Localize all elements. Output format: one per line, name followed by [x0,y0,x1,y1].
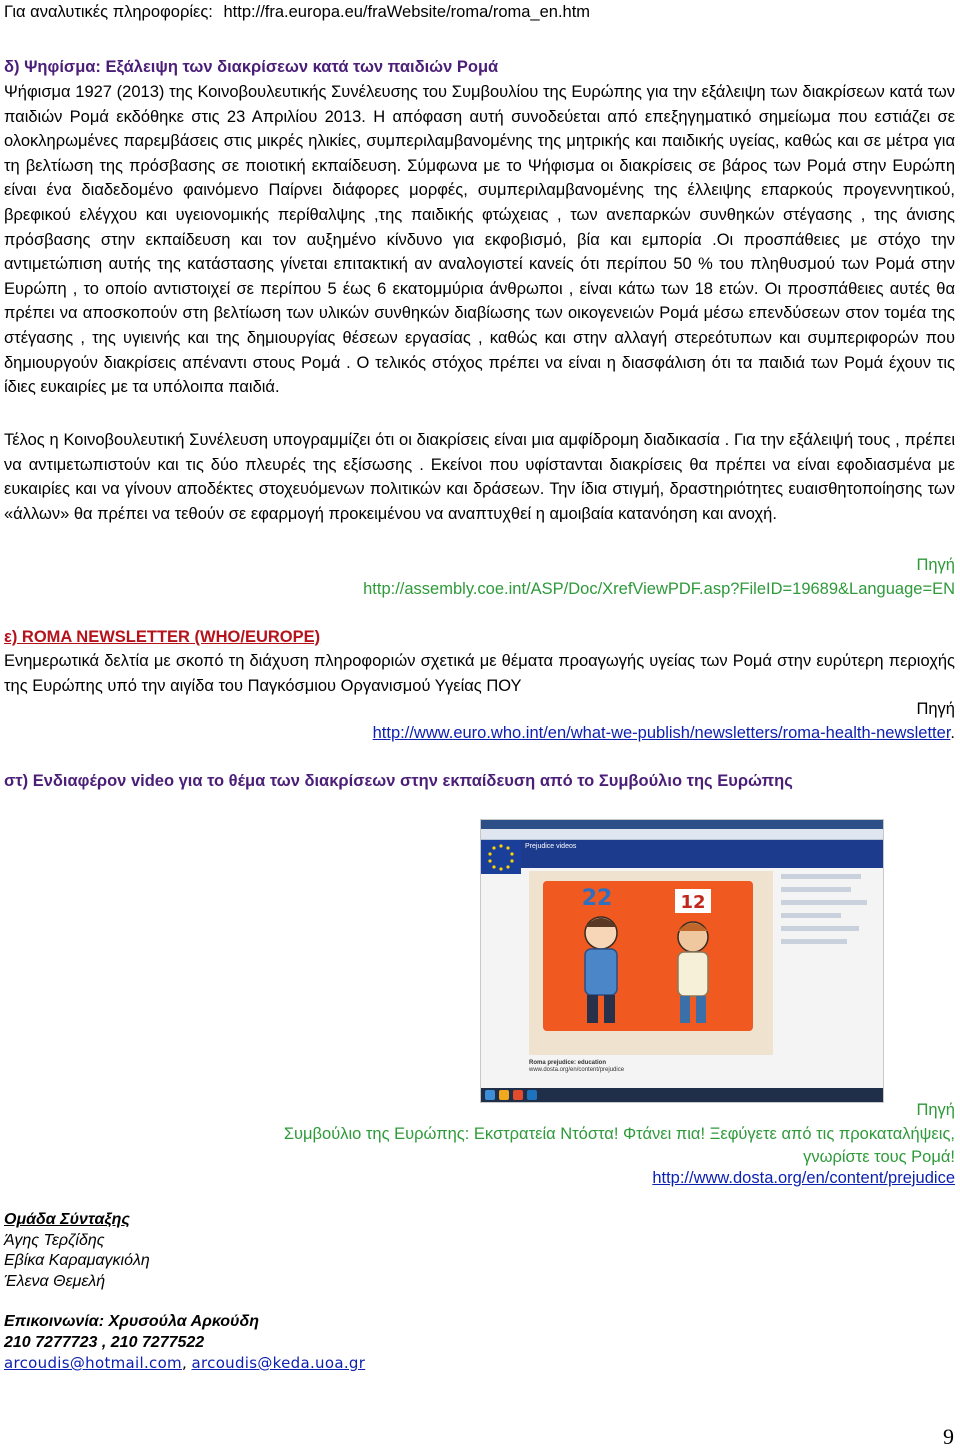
section-st-source-link[interactable]: http://www.dosta.org/en/content/prejudice [652,1169,955,1187]
section-e-body: Ενημερωτικά δελτία με σκοπό τη διάχυση πληροφοριών σχετικά με θέματα προαγωγής υγείας των Ρομά στην ευρύτερη περιοχής της Ευρώπης υπό την αιγίδα του Παγκόσμιου Οργανισμού Υγείας ΠΟΥ [4,652,955,695]
board-number-left: 22 [581,886,613,911]
section-e-source-label: Πηγή [916,700,955,718]
section-e-source-suffix: . [950,724,955,742]
section-st-source-line2: γνωρίστε τους Ρομά! [803,1148,955,1166]
contact-label: Επικοινωνία: Χρυσούλα Αρκούδη [4,1313,260,1330]
section-d-body-1: Ψήφισμα 1927 (2013) της Κοινοβουλευτικής Συνέλευσης του Συμβουλίου της Ευρώπης για την εξάλειψη των διακρίσεων κατά των παιδιών Ρομά εκδόθηκε στις 23 Απριλίου 2013. Η απόφαση αυτή συνοδεύεται από επεξηγηματικό σημείωμα που εστιάζει σε ολοκληρωμένες παρεμβάσεις στις μικρές ηλικίες, συμπεριλαμβανομένης της μητρικής και παιδικής υγείας, καθώς και σε μέτρα για τη βελτίωση της πρόσβασης σε ποιοτική εκπαίδευση. Σύμφωνα με το Ψήφισμα οι διακρίσεις σε βάρος των Ρομά στην Ευρώπη είναι ένα διαδεδομένο φαινόμενο Παίρνει διάφορες μορφές, συμπεριλαμβανομένης της έλλειψης επαρκούς προγεννητικού, βρεφικού ελέγχου και υγειονομικής περίθαλψης ,της παιδικής φτώχειας , των ανεπαρκών συνθηκών στέγασης , της άνισης πρόσβασης στην εκπαίδευση και τον αυξημένο κίνδυνο για εκφοβισμό, βία και εμπορία .Οι προσπάθειες με στόχο την αντιμετώπιση αυτής της κατάστασης γίνεται επιτακτική αν αναλογιστεί κανείς ότι περίπου 50 % του πληθυσμού των Ρομά στην Ευρώπη , το οποίο αντιστοιχεί σε περίπου 5 έως 6 εκατομμύρια άνθρωποι , είναι κάτω των 18 ετών. Οι προσπάθειες αυτές θα πρέπει να αποσκοπούν στη βελτίωση των υλικών συνθηκών διαβίωσης των οικογενειών Ρομά μέσω επενδύσεων στον τομέα της στέγασης , της υγιεινής και της δημιουργίας θέσεων εργασίας , καθώς και στην αλλαγή στερεότυπων και συμπεριφορών που δημιουργούν διακρίσεις απέναντι στους Ρομά . Ο τελικός στόχος πρέπει να είναι η διασφάλιση ότι τα παιδιά των Ρομά έχουν τις ίδιες ευκαιρίες με τα υπόλοιπα παιδιά. [4,83,955,397]
team-member: Εβίκα Καραμαγκιόλη [4,1252,150,1269]
caption-url[interactable]: www.dosta.org/en/content/prejudice [529,1067,625,1073]
site-banner [481,840,883,868]
team-member: Άγης Τερζίδης [4,1231,105,1249]
section-e-source [0,721,955,746]
banner-title: Prejudice videos [525,843,577,850]
contact-email-separator: , [181,1354,188,1372]
browser-titlebar [481,820,883,829]
team-title: Ομάδα Σύνταξης [4,1211,130,1228]
section-d-source-url[interactable]: http://assembly.coe.int/ASP/Doc/XrefViewPDF.asp?FileID=19689&Language=EN [363,580,955,598]
info-line [4,0,959,25]
eu-flag-icon [481,840,521,874]
video-caption [529,1060,773,1074]
related-videos-sidebar [781,874,877,1074]
contact-email-2[interactable]: arcoudis@keda.uoa.gr [191,1354,366,1372]
section-st-source [0,1166,955,1191]
info-url[interactable]: http://fra.europa.eu/fraWebsite/roma/roma_en.htm [223,3,591,21]
section-d-source-label: Πηγή [916,556,955,574]
board-number-right: 12 [680,892,706,913]
page-number: 9 [943,1424,954,1449]
video-player[interactable] [529,871,773,1055]
orange-board [543,881,753,1031]
contact-phones: 210 7277723 , 210 7277522 [4,1334,205,1351]
contact-block [4,1311,365,1374]
contact-email-1[interactable]: arcoudis@hotmail.com [4,1354,182,1372]
section-st-source-line1: Συμβούλιο της Ευρώπης: Εκστρατεία Ντόστα! Φτάνει πια! Ξεφύγετε από τις προκαταλήψεις, [283,1125,955,1143]
section-d-heading: δ) Ψηφίσμα: Εξάλειψη των διακρίσεων κατά των παιδιών Ρομά [4,58,499,76]
editorial-team [4,1210,150,1292]
section-st-heading: στ) Ενδιαφέρον video για το θέμα των διακρίσεων στην εκπαίδευση από το Συμβούλιο της Ευρώπης [4,772,793,790]
caption-title: Roma prejudice: education [529,1060,607,1066]
section-st-source-label: Πηγή [916,1101,955,1119]
section-e-source-link[interactable]: http://www.euro.who.int/en/what-we-publish/newsletters/roma-health-newsletter [372,724,951,742]
section-e-heading: ε) ROMA NEWSLETTER (WHO/EUROPE) [4,628,321,646]
info-label: Για αναλυτικές πληροφορίες: [4,3,213,21]
section-d-body-2: Τέλος η Κοινοβουλευτική Συνέλευση υπογραμμίζει ότι οι διακρίσεις είναι μια αμφίδρομη διαδικασία . Για την εξάλειψή τους , πρέπει να αντιμετωπιστούν και τις δύο πλευρές της εξίσωσης . Εκείνοι που υφίστανται διακρίσεις θα πρέπει να είναι εφοδιασμένα με ευκαιρίες και να γίνουν αποδέκτες στοχευόμενων πολιτικών και δράσεων. Την ίδια στιγμή, δραστηριότητες ευαισθητοποίησης των «άλλων» θα πρέπει να τεθούν σε εφαρμογή προκειμένου να αναπτυχθεί η αμοιβαία κατανόηση και ανοχή. [4,431,955,523]
video-screenshot[interactable] [480,819,884,1103]
team-member: Έλενα Θεμελή [4,1272,106,1290]
browser-bookmarks-bar [481,829,883,840]
